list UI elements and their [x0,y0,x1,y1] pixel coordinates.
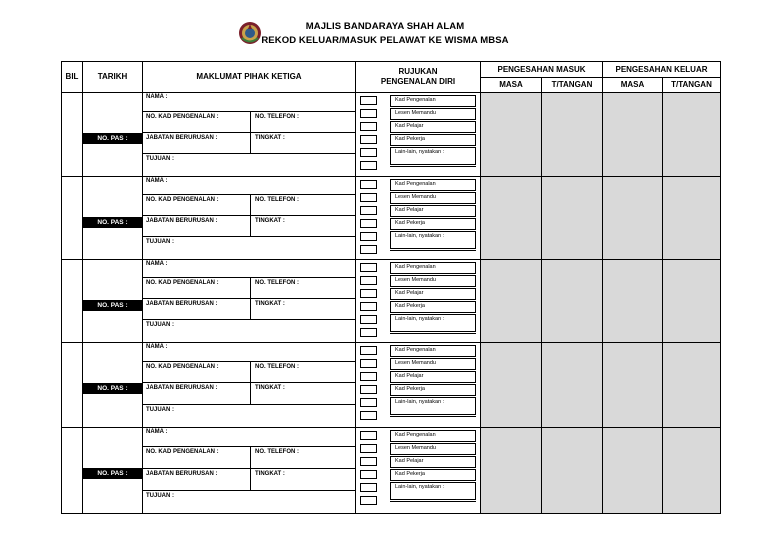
keluar-masa-cell[interactable] [602,176,663,260]
id-type-option [390,301,476,313]
id-type-checkbox[interactable] [360,444,377,453]
id-type-checkbox[interactable] [360,276,377,285]
no-pas-label: NO. PAS : [83,133,142,144]
id-type-checkbox[interactable] [360,289,377,298]
no-pas-label: NO. PAS : [83,383,142,394]
id-type-label: Lain-lain, nyatakan : [395,149,445,155]
id-type-option [390,121,476,133]
id-type-checkbox[interactable] [360,219,377,228]
tujuan-label: TUJUAN : [146,407,174,413]
tingkat-label: TINGKAT : [255,301,285,307]
keluar-masa-cell[interactable] [602,342,663,428]
id-type-checkbox[interactable] [360,206,377,215]
id-type-checkbox[interactable] [360,411,377,420]
id-type-option [390,482,476,500]
id-type-label: Kad Pelajar [395,207,424,213]
id-type-checkbox[interactable] [360,96,377,105]
id-type-option [390,108,476,120]
visitor-record-table [61,61,721,513]
id-type-checkbox[interactable] [360,359,377,368]
id-type-label: Kad Pelajar [395,290,424,296]
id-type-option [390,397,476,415]
id-type-option [390,358,476,370]
id-type-label: Kad Pelajar [395,123,424,129]
no-kad-label: NO. KAD PENGENALAN : [146,280,219,286]
col-header-tarikh: TARIKH [82,61,143,93]
no-telefon-label: NO. TELEFON : [255,449,299,455]
id-type-checkbox[interactable] [360,431,377,440]
id-type-label: Lesen Memandu [395,360,436,366]
id-type-checkbox[interactable] [360,148,377,157]
id-type-option [390,179,476,191]
no-telefon-label: NO. TELEFON : [255,114,299,120]
tujuan-label: TUJUAN : [146,322,174,328]
nama-label: NAMA : [146,429,168,435]
id-type-checkbox[interactable] [360,483,377,492]
bil-cell[interactable] [61,259,83,343]
no-pas-label: NO. PAS : [83,217,142,228]
id-type-option [390,456,476,468]
nama-label: NAMA : [146,344,168,350]
masuk-ttangan-cell[interactable] [541,176,603,260]
id-type-label: Kad Pengenalan [395,97,436,103]
id-type-option [390,231,476,249]
id-type-option [390,205,476,217]
id-type-checkbox[interactable] [360,193,377,202]
id-type-option [390,275,476,287]
jabatan-label: JABATAN BERURUSAN : [146,135,218,141]
jabatan-label: JABATAN BERURUSAN : [146,301,218,307]
id-type-label: Kad Pekerja [395,220,425,226]
col-header-maklumat: MAKLUMAT PIHAK KETIGA [142,61,356,93]
id-type-option [390,192,476,204]
masuk-masa-cell[interactable] [480,92,542,177]
masuk-ttangan-cell[interactable] [541,427,603,514]
id-type-label: Kad Pekerja [395,136,425,142]
id-type-checkbox[interactable] [360,385,377,394]
id-type-option [390,430,476,442]
tingkat-label: TINGKAT : [255,218,285,224]
id-type-option [390,262,476,274]
id-type-option [390,384,476,396]
id-type-checkbox[interactable] [360,398,377,407]
no-pas-label: NO. PAS : [83,468,142,479]
id-type-label: Lain-lain, nyatakan : [395,233,445,239]
id-type-label: Kad Pengenalan [395,264,436,270]
id-type-label: Kad Pengenalan [395,181,436,187]
id-type-option [390,134,476,146]
tingkat-label: TINGKAT : [255,135,285,141]
id-type-checkbox[interactable] [360,496,377,505]
no-kad-label: NO. KAD PENGENALAN : [146,114,219,120]
jabatan-label: JABATAN BERURUSAN : [146,385,218,391]
document-title-line2: REKOD KELUAR/MASUK PELAWAT KE WISMA MBSA [261,35,509,46]
col-header-keluar-ttangan: T/TANGAN [662,77,721,93]
bil-cell[interactable] [61,342,83,428]
keluar-masa-cell[interactable] [602,259,663,343]
document-title-line1: MAJLIS BANDARAYA SHAH ALAM [305,21,465,32]
keluar-ttangan-cell[interactable] [662,92,721,177]
id-type-checkbox[interactable] [360,372,377,381]
keluar-ttangan-cell[interactable] [662,176,721,260]
masuk-masa-cell[interactable] [480,342,542,428]
no-kad-label: NO. KAD PENGENALAN : [146,364,219,370]
masuk-masa-cell[interactable] [480,259,542,343]
col-header-pengesahan-masuk: PENGESAHAN MASUK [480,61,603,78]
id-type-label: Kad Pekerja [395,471,425,477]
id-type-label: Lain-lain, nyatakan : [395,399,445,405]
keluar-masa-cell[interactable] [602,427,663,514]
id-type-option [390,288,476,300]
id-type-checkbox[interactable] [360,180,377,189]
id-type-option [390,95,476,107]
no-telefon-label: NO. TELEFON : [255,280,299,286]
tujuan-label: TUJUAN : [146,239,174,245]
bil-cell[interactable] [61,176,83,260]
tingkat-label: TINGKAT : [255,471,285,477]
masuk-masa-cell[interactable] [480,176,542,260]
jabatan-label: JABATAN BERURUSAN : [146,218,218,224]
id-type-checkbox[interactable] [360,122,377,131]
no-kad-label: NO. KAD PENGENALAN : [146,449,219,455]
id-type-checkbox[interactable] [360,470,377,479]
id-type-option [390,469,476,481]
no-pas-label: NO. PAS : [83,300,142,311]
col-header-masuk-masa: MASA [480,77,542,93]
col-header-keluar-masa: MASA [602,77,663,93]
id-type-option [390,345,476,357]
col-header-pengesahan-keluar: PENGESAHAN KELUAR [602,61,721,78]
id-type-label: Lain-lain, nyatakan : [395,316,445,322]
no-telefon-label: NO. TELEFON : [255,364,299,370]
id-type-label: Kad Pelajar [395,458,424,464]
masuk-ttangan-cell[interactable] [541,342,603,428]
tujuan-label: TUJUAN : [146,493,174,499]
id-type-label: Lesen Memandu [395,445,436,451]
id-type-checkbox[interactable] [360,328,377,337]
col-header-bil: BIL [61,61,83,93]
keluar-masa-cell[interactable] [602,92,663,177]
bil-cell[interactable] [61,427,83,514]
nama-label: NAMA : [146,178,168,184]
id-type-option [390,218,476,230]
bil-cell[interactable] [61,92,83,177]
col-header-masuk-ttangan: T/TANGAN [541,77,603,93]
nama-label: NAMA : [146,94,168,100]
masuk-masa-cell[interactable] [480,427,542,514]
id-type-option [390,147,476,165]
keluar-ttangan-cell[interactable] [662,427,721,514]
id-type-checkbox[interactable] [360,109,377,118]
id-type-checkbox[interactable] [360,232,377,241]
id-type-option [390,314,476,332]
id-type-checkbox[interactable] [360,315,377,324]
id-type-checkbox[interactable] [360,263,377,272]
id-type-checkbox[interactable] [360,346,377,355]
document-header [0,18,768,52]
masuk-ttangan-cell[interactable] [541,92,603,177]
id-type-label: Kad Pelajar [395,373,424,379]
id-type-label: Kad Pekerja [395,386,425,392]
jabatan-label: JABATAN BERURUSAN : [146,471,218,477]
tingkat-label: TINGKAT : [255,385,285,391]
id-type-checkbox[interactable] [360,161,377,170]
id-type-option [390,371,476,383]
id-type-checkbox[interactable] [360,135,377,144]
id-type-checkbox[interactable] [360,245,377,254]
id-type-label: Lesen Memandu [395,110,436,116]
id-type-label: Lesen Memandu [395,277,436,283]
no-telefon-label: NO. TELEFON : [255,197,299,203]
id-type-checkbox[interactable] [360,302,377,311]
id-type-option [390,443,476,455]
keluar-ttangan-cell[interactable] [662,259,721,343]
id-type-label: Kad Pengenalan [395,347,436,353]
id-type-label: Kad Pekerja [395,303,425,309]
id-type-label: Kad Pengenalan [395,432,436,438]
id-type-label: Lesen Memandu [395,194,436,200]
col-header-rujukan: RUJUKAN PENGENALAN DIRI [355,61,481,93]
id-type-label: Lain-lain, nyatakan : [395,484,445,490]
no-kad-label: NO. KAD PENGENALAN : [146,197,219,203]
tujuan-label: TUJUAN : [146,156,174,162]
keluar-ttangan-cell[interactable] [662,342,721,428]
nama-label: NAMA : [146,261,168,267]
masuk-ttangan-cell[interactable] [541,259,603,343]
id-type-checkbox[interactable] [360,457,377,466]
